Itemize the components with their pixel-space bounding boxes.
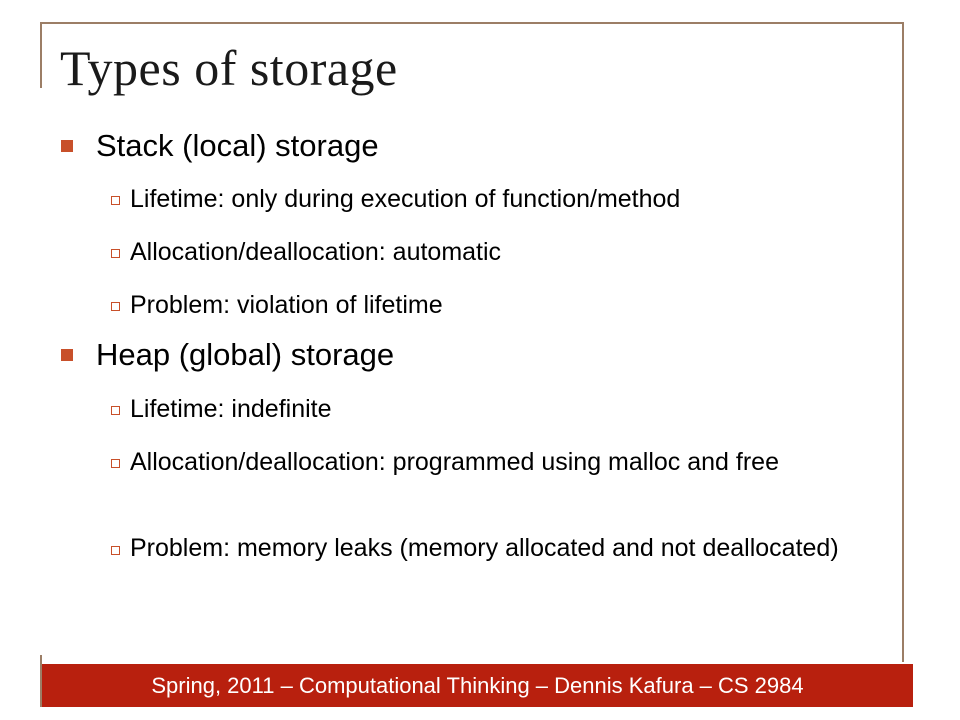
slide-footer: Spring, 2011 – Computational Thinking – Dennis Kafura – CS 2984: [42, 664, 913, 707]
slide-title: Types of storage: [60, 40, 398, 96]
heap-item-lifetime: Lifetime: indefinite: [130, 395, 332, 423]
slide-frame-right: [902, 22, 904, 662]
section-heading-heap: Heap (global) storage: [96, 337, 395, 372]
stack-item-problem: Problem: violation of lifetime: [130, 291, 443, 319]
section-heading-stack: Stack (local) storage: [96, 128, 379, 163]
bullet-hollow-square-icon: [111, 546, 120, 555]
bullet-hollow-square-icon: [111, 302, 120, 311]
stack-item-lifetime: Lifetime: only during execution of function/method: [130, 185, 681, 213]
bullet-hollow-square-icon: [111, 459, 120, 468]
bullet-hollow-square-icon: [111, 406, 120, 415]
bullet-square-icon: [61, 349, 73, 361]
bullet-square-icon: [61, 140, 73, 152]
slide-frame-left: [40, 22, 42, 88]
slide-frame-top: [40, 22, 904, 24]
stack-item-allocation: Allocation/deallocation: automatic: [130, 238, 502, 266]
heap-item-problem: Problem: memory leaks (memory allocated and not deallocated): [130, 534, 839, 562]
heap-item-allocation: Allocation/deallocation: programmed using malloc and free: [130, 448, 779, 476]
bullet-hollow-square-icon: [111, 196, 120, 205]
bullet-hollow-square-icon: [111, 249, 120, 258]
